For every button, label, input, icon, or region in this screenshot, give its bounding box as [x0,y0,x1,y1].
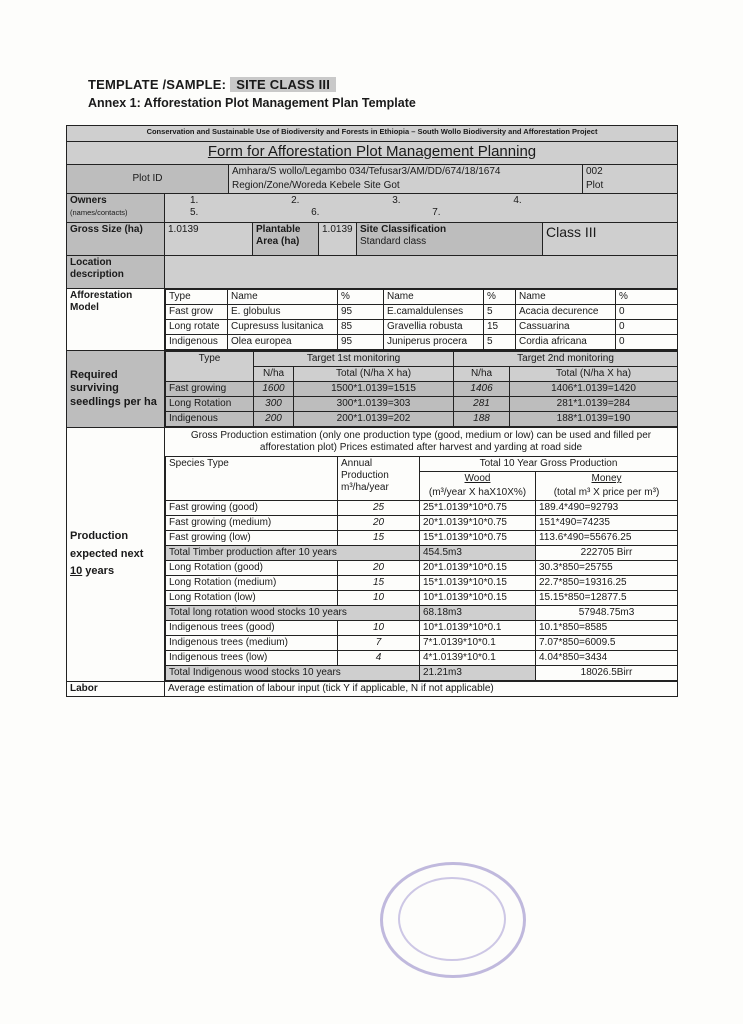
site-class-value: Class III [543,223,678,256]
owners-title: Owners [70,195,107,206]
production-label-line1: Production [70,530,129,543]
site-classification-sub: Standard class [360,236,427,247]
model-species: E. globulus [228,305,338,320]
wood-header: Wood [420,472,536,487]
surviving-total: 1500*1.0139=1515 [294,382,454,397]
heading-prefix: TEMPLATE /SAMPLE: [88,77,227,92]
annual-value: 15 [338,531,420,546]
money-value: 15.15*850=12877.5 [536,591,678,606]
production-row [166,531,678,546]
official-stamp-inner [398,877,506,961]
model-type: Fast grow [166,305,228,320]
plot-id-value: Amhara/S wollo/Legambo 034/Tefusar3/AM/DD/674/18/1674 [229,165,583,180]
surviving-table [165,351,678,427]
total-label: Total Timber production after 10 years [166,546,420,561]
model-species: Cordia africana [516,335,616,350]
site-classification [357,223,543,256]
annex-title: Annex 1: Afforestation Plot Management Plan Template [88,96,416,110]
production-intro: Gross Production estimation (only one production type (good, medium or low) can be used and filled per afforestation plot) Prices estimated after harvest and yarding at road side [165,428,677,457]
wood-value: 15*1.0139*10*0.15 [420,576,536,591]
model-header-name: Name [228,290,338,305]
gross-size-label: Gross Size (ha) [67,223,165,256]
wood-value: 10*1.0139*10*0.1 [420,621,536,636]
production-total-row [166,666,678,681]
total-wood: 454.5m3 [420,546,536,561]
plot-id-sub: Region/Zone/Woreda Kebele Site Got [229,179,583,194]
production-label [67,428,165,682]
model-species: Cupresuss lusitanica [228,320,338,335]
species-name: Long Rotation (good) [166,561,338,576]
model-pct: 15 [484,320,516,335]
model-header-name: Name [384,290,484,305]
plan-table [66,125,678,697]
wood-value: 25*1.0139*10*0.75 [420,501,536,516]
surviving-total: 281*1.0139=284 [510,397,678,412]
model-pct: 0 [616,335,678,350]
nha-header: N/ha [454,367,510,382]
model-pct: 85 [338,320,384,335]
model-row [166,335,678,350]
model-pct: 95 [338,305,384,320]
species-name: Fast growing (good) [166,501,338,516]
model-header-name: Name [516,290,616,305]
wood-value: 15*1.0139*10*0.75 [420,531,536,546]
model-label: Afforestation Model [67,289,165,351]
model-species: E.camaldulenses [384,305,484,320]
surviving-type: Fast growing [166,382,254,397]
money-value: 189.4*490=92793 [536,501,678,516]
target-2-header: Target 2nd monitoring [454,352,678,367]
surviving-nha: 188 [454,412,510,427]
total-wood: 68.18m3 [420,606,536,621]
surviving-nha: 200 [254,412,294,427]
wood-subheader: (m³/year X haX10X%) [420,486,536,501]
annual-value: 15 [338,576,420,591]
form-title: Form for Afforestation Plot Management Planning [67,142,678,165]
model-header-pct: % [616,290,678,305]
surviving-cell [165,351,678,428]
production-row [166,501,678,516]
owners-sublabel: (names/contacts) [70,208,128,217]
surviving-row [166,412,678,427]
owner-1: 1. [190,195,199,206]
surviving-total: 300*1.0139=303 [294,397,454,412]
surviving-total: 1406*1.0139=1420 [510,382,678,397]
owner-5: 5. [190,207,199,218]
production-row [166,591,678,606]
model-type: Indigenous [166,335,228,350]
surviving-row [166,397,678,412]
owners-values [165,194,678,223]
species-name: Fast growing (medium) [166,516,338,531]
plantable-value: 1.0139 [319,223,357,256]
annual-value: 20 [338,516,420,531]
model-header-pct: % [338,290,384,305]
species-name: Fast growing (low) [166,531,338,546]
total-header: Total (N/ha X ha) [294,367,454,382]
model-species: Gravellia robusta [384,320,484,335]
surviving-row [166,382,678,397]
gross-size-value: 1.0139 [165,223,253,256]
model-pct: 5 [484,305,516,320]
model-cell [165,289,678,351]
model-type: Long rotate [166,320,228,335]
surviving-nha: 1406 [454,382,510,397]
money-subheader: (total m³ X price per m³) [536,486,678,501]
species-name: Long Rotation (medium) [166,576,338,591]
production-total-row [166,546,678,561]
labor-label: Labor [67,682,165,697]
species-name: Indigenous trees (low) [166,651,338,666]
model-header-pct: % [484,290,516,305]
money-value: 30.3*850=25755 [536,561,678,576]
species-name: Indigenous trees (medium) [166,636,338,651]
model-pct: 0 [616,320,678,335]
owner-7: 7. [432,207,441,218]
production-row [166,561,678,576]
money-value: 4.04*850=3434 [536,651,678,666]
labor-text: Average estimation of labour input (tick Y if applicable, N if not applicable) [165,682,678,697]
total-label: Total long rotation wood stocks 10 years [166,606,420,621]
production-row [166,621,678,636]
annual-value: 25 [338,501,420,516]
production-label-line2: expected next [70,547,144,560]
model-species: Olea europea [228,335,338,350]
production-total-row [166,606,678,621]
surviving-total: 200*1.0139=202 [294,412,454,427]
money-header: Money [536,472,678,487]
owners-label [67,194,165,223]
money-value: 7.07*850=6009.5 [536,636,678,651]
money-value: 10.1*850=8585 [536,621,678,636]
annual-value: 20 [338,561,420,576]
money-value: 22.7*850=19316.25 [536,576,678,591]
site-class-highlight: SITE CLASS III [230,77,336,92]
total-wood: 21.21m3 [420,666,536,681]
species-name: Indigenous trees (good) [166,621,338,636]
model-table [165,289,678,350]
production-row [166,576,678,591]
model-species: Juniperus procera [384,335,484,350]
model-species: Acacia decurence [516,305,616,320]
owner-6: 6. [311,207,320,218]
model-pct: 5 [484,335,516,350]
annual-production-header: Annual Production m³/ha/year [338,457,420,501]
model-pct: 95 [338,335,384,350]
plot-number: 002 [583,165,678,180]
surviving-nha: 281 [454,397,510,412]
total-money: 18026.5Birr [536,666,678,681]
total-money: 57948.75m3 [536,606,678,621]
plot-id-label: Plot ID [67,165,229,194]
wood-value: 20*1.0139*10*0.15 [420,561,536,576]
surviving-nha: 1600 [254,382,294,397]
wood-value: 7*1.0139*10*0.1 [420,636,536,651]
owner-4: 4. [513,195,522,206]
wood-value: 20*1.0139*10*0.75 [420,516,536,531]
template-heading [88,77,336,92]
nha-header: N/ha [254,367,294,382]
annual-value: 7 [338,636,420,651]
model-header [166,290,678,305]
owner-3: 3. [392,195,401,206]
species-name: Long Rotation (low) [166,591,338,606]
surviving-type: Indigenous [166,412,254,427]
production-row [166,636,678,651]
wood-value: 4*1.0139*10*0.1 [420,651,536,666]
annual-value: 4 [338,651,420,666]
annual-value: 10 [338,591,420,606]
model-header-type: Type [166,290,228,305]
wood-value: 10*1.0139*10*0.15 [420,591,536,606]
production-row [166,651,678,666]
production-row [166,516,678,531]
location-label: Location description [67,256,165,289]
money-value: 151*490=74235 [536,516,678,531]
target-1-header: Target 1st monitoring [254,352,454,367]
plot-sub: Plot [583,179,678,194]
surviving-label: Required surviving seedlings per ha [67,351,165,428]
total-production-header: Total 10 Year Gross Production [420,457,678,472]
money-value: 113.6*490=55676.25 [536,531,678,546]
production-label-years-number: 10 [70,565,83,578]
surviving-type-header: Type [166,352,254,382]
total-label: Total Indigenous wood stocks 10 years [166,666,420,681]
model-species: Cassuarina [516,320,616,335]
owner-2: 2. [291,195,300,206]
plantable-label: Plantable Area (ha) [253,223,319,256]
surviving-nha: 300 [254,397,294,412]
model-row [166,320,678,335]
site-classification-label: Site Classification [360,224,447,235]
species-type-header: Species Type [166,457,338,501]
production-table [165,457,678,681]
project-title: Conservation and Sustainable Use of Biodiversity and Forests in Ethiopia – South Wollo Biodiversity and Afforestation Project [67,126,678,142]
location-value [165,256,678,289]
model-row [166,305,678,320]
production-label-years: years [82,565,115,578]
annual-value: 10 [338,621,420,636]
production-cell [165,428,678,682]
total-header: Total (N/ha X ha) [510,367,678,382]
surviving-total: 188*1.0139=190 [510,412,678,427]
surviving-type: Long Rotation [166,397,254,412]
model-pct: 0 [616,305,678,320]
total-money: 222705 Birr [536,546,678,561]
